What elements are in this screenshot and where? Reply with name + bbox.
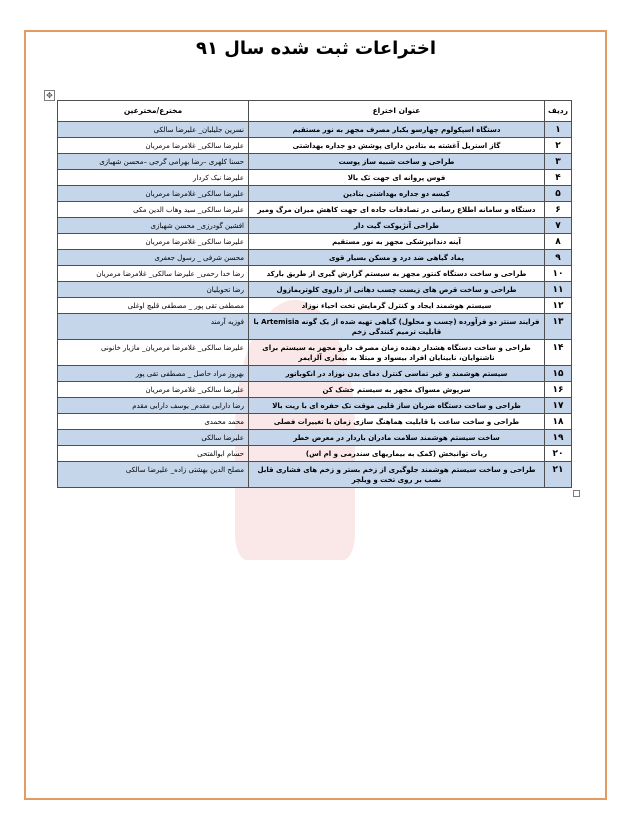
table-row — [58, 266, 572, 282]
table-row — [58, 202, 572, 218]
row-number: ۱۵ — [545, 366, 572, 382]
table-row — [58, 366, 572, 382]
inventors: علیرضا سالکی_ سید وهاب الدین مکی — [58, 202, 249, 218]
row-number: ۱۴ — [545, 340, 572, 366]
header-invention-title: عنوان اختراع — [249, 101, 545, 122]
table-row — [58, 170, 572, 186]
row-number: ۱۸ — [545, 414, 572, 430]
table-row — [58, 382, 572, 398]
table-row — [58, 250, 572, 266]
table-row — [58, 122, 572, 138]
invention-title: فرایند سنتز دو فرآورده (چسب و محلول) گیاهی تهیه شده از یک گونه Artemisia با قابلیت ترمیم کنندگی زخم — [249, 314, 545, 340]
inventors: نسرین جلیلیان_ علیرضا سالکی — [58, 122, 249, 138]
table-resize-handle[interactable] — [573, 490, 580, 497]
row-number: ۹ — [545, 250, 572, 266]
table-row — [58, 218, 572, 234]
table-row — [58, 398, 572, 414]
table-row — [58, 462, 572, 488]
row-number: ۶ — [545, 202, 572, 218]
inventors: حسنا کلهری –رضا بهرامی گرجی –محسن شهبازی — [58, 154, 249, 170]
invention-title: سرپوش مسواک مجهز به سیستم خشک کن — [249, 382, 545, 398]
invention-title: طراحی و ساخت دستگاه ضربان ساز قلبی موقت تک حفره ای با ریت بالا — [249, 398, 545, 414]
table-row — [58, 234, 572, 250]
inventors: محمد محمدی — [58, 414, 249, 430]
invention-title: ربات توانبخش (کمک به بیماریهای سندرمی و ام اس) — [249, 446, 545, 462]
row-number: ۲۱ — [545, 462, 572, 488]
row-number: ۱۶ — [545, 382, 572, 398]
row-number: ۱ — [545, 122, 572, 138]
row-number: ۴ — [545, 170, 572, 186]
inventors: علیرضا سالکی_ غلامرضا مرمریان — [58, 382, 249, 398]
row-number: ۸ — [545, 234, 572, 250]
inventors: رضا تحویلیان — [58, 282, 249, 298]
invention-title: سیستم هوشمند ایجاد و کنترل گرمایش تخت احیاء نوزاد — [249, 298, 545, 314]
invention-title: کیسه دو جداره بهداشتی بتادین — [249, 186, 545, 202]
inventors: رضا خدا رحمی_ علیرضا سالکی_ غلامرضا مرمریان — [58, 266, 249, 282]
inventors: حسام ابوالفتحی — [58, 446, 249, 462]
table-row — [58, 186, 572, 202]
invention-title: دستگاه اسپکولوم چهارسو یکبار مصرف مجهز به نور مستقیم — [249, 122, 545, 138]
table-row — [58, 154, 572, 170]
inventors: علیرضا نیک کردار — [58, 170, 249, 186]
table-move-handle-icon[interactable]: ✥ — [44, 90, 55, 101]
invention-title: آینه دندانپزشکی مجهز به نور مستقیم — [249, 234, 545, 250]
invention-title: ساخت سیستم هوشمند سلامت مادران باردار در معرض خطر — [249, 430, 545, 446]
invention-title: دستگاه و سامانه اطلاع رسانی در تصادفات جاده ای جهت کاهش میزان مرگ ومیر — [249, 202, 545, 218]
row-number: ۲۰ — [545, 446, 572, 462]
row-number: ۵ — [545, 186, 572, 202]
row-number: ۱۰ — [545, 266, 572, 282]
row-number: ۱۳ — [545, 314, 572, 340]
table-row — [58, 282, 572, 298]
inventors: مصلح الدین بهشتی زاده_ علیرضا سالکی — [58, 462, 249, 488]
invention-title: فوس پروانه ای جهت ثک بالا — [249, 170, 545, 186]
inventors: علیرضا سالکی_ غلامرضا مرمریان — [58, 186, 249, 202]
inventors: رضا دارابی مقدم_ یوسف دارابی مقدم — [58, 398, 249, 414]
table-row — [58, 430, 572, 446]
invention-title: طراحی و ساخت دستگاه هشدار دهنده زمان مصرف دارو مجهز به سیستم برای ناشنوایان، نابینایان افراد بیسواد و مبتلا به بیماری آلزایمر — [249, 340, 545, 366]
row-number: ۲ — [545, 138, 572, 154]
row-number: ۷ — [545, 218, 572, 234]
row-number: ۱۱ — [545, 282, 572, 298]
table-row — [58, 314, 572, 340]
inventors: علیرضا سالکی_ غلامرضا مرمریان_ مازیار خانونی — [58, 340, 249, 366]
inventors: بهروز مراد حاصل _ مصطفی تقی پور — [58, 366, 249, 382]
row-number: ۱۷ — [545, 398, 572, 414]
inventors: مصطفی تقی پور _ مصطفی قلیچ اوغلی — [58, 298, 249, 314]
table-row — [58, 340, 572, 366]
invention-title: طراحی و ساخت سیستم هوشمند جلوگیری از زخم بستر و زخم های فشاری قابل نصب بر روی تخت و ویلچر — [249, 462, 545, 488]
invention-title: طراحی و ساخت شبیه ساز پوست — [249, 154, 545, 170]
row-number: ۱۲ — [545, 298, 572, 314]
inventors: علیرضا سالکی — [58, 430, 249, 446]
invention-title: پماد گیاهی ضد درد و مسکن بسیار قوی — [249, 250, 545, 266]
invention-title: گاز استریل آغشته به بتادین دارای پوشش دو جداره بهداشتی — [249, 138, 545, 154]
table-row — [58, 414, 572, 430]
table-header-row — [58, 101, 572, 122]
page-title: اختراعات ثبت شده سال ۹۱ — [195, 38, 436, 59]
inventors: محسن شرفی _ رسول جعفری — [58, 250, 249, 266]
invention-title: طراحی و ساخت دستگاه کنتور مجهز به سیستم گزارش گیری از طریق بارکد — [249, 266, 545, 282]
invention-title: طراحی و ساخت قرص های زیست چسب دهانی از داروی کلوتریمازول — [249, 282, 545, 298]
row-number: ۳ — [545, 154, 572, 170]
table-row — [58, 298, 572, 314]
header-row-number: ردیف — [545, 101, 572, 122]
row-number: ۱۹ — [545, 430, 572, 446]
inventors: فوزیه آرمند — [58, 314, 249, 340]
inventors: علیرضا سالکی_ غلامرضا مرمریان — [58, 234, 249, 250]
invention-title: سیستم هوشمند و غیر تماسی کنترل دمای بدن نوزاد در انکوباتور — [249, 366, 545, 382]
invention-title: طراحی و ساخت ساعت با قابلیت هماهنگ سازی زمان با تغییرات فصلی — [249, 414, 545, 430]
table-row — [58, 138, 572, 154]
inventions-table — [57, 100, 572, 488]
inventors: علیرضا سالکی_ غلامرضا مرمریان — [58, 138, 249, 154]
header-inventors: مخترع/مخترعین — [58, 101, 249, 122]
inventors: افشین گودرزی_ محسن شهبازی — [58, 218, 249, 234]
invention-title: طراحی آنژیوکت گیت دار — [249, 218, 545, 234]
table-row — [58, 446, 572, 462]
